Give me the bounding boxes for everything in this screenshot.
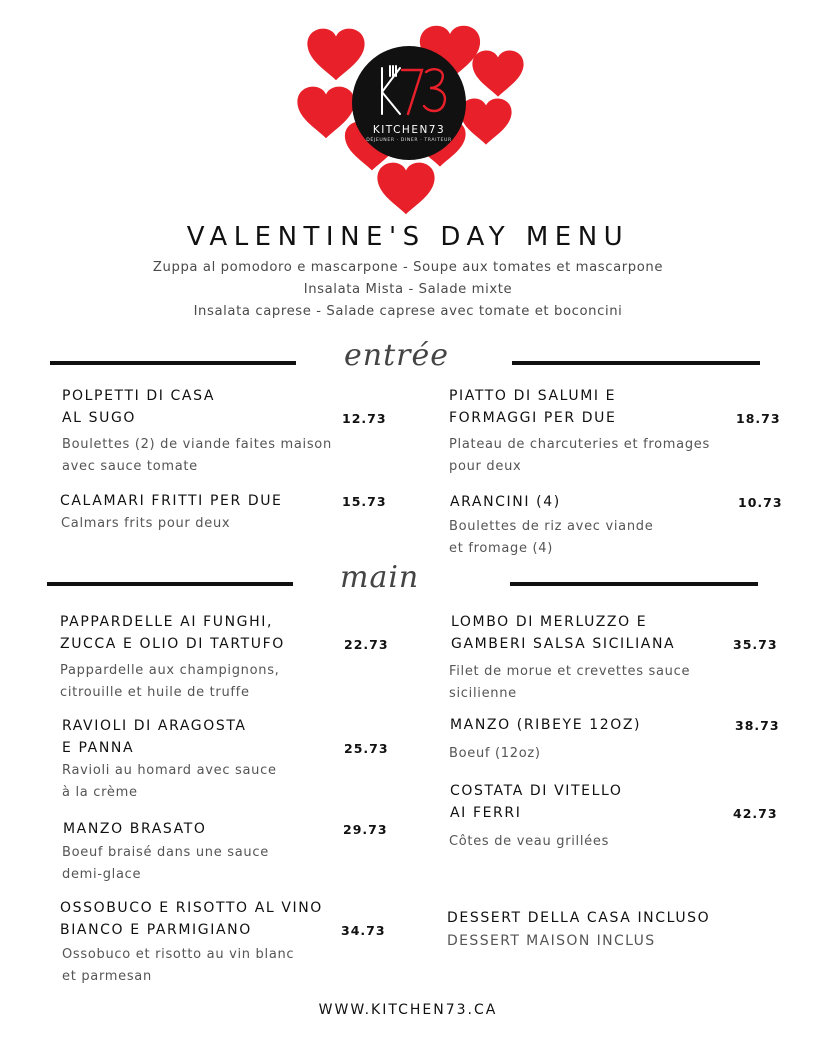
dish-name: POLPETTI DI CASA AL SUGO	[62, 388, 216, 426]
dish-description: Plateau de charcuteries et fromages pour deux	[449, 437, 710, 474]
section-heading-entree: entrée	[344, 338, 449, 373]
dish-description: Filet de morue et crevettes sauce sicilienne	[449, 664, 691, 701]
website-link[interactable]: WWW.KITCHEN73.CA	[318, 1002, 498, 1018]
divider-rule	[50, 361, 296, 365]
dish-name: CALAMARI FRITTI PER DUE	[60, 493, 283, 509]
logo-tagline: DÉJEUNER · DINER · TRAITEUR	[366, 138, 452, 143]
dish-name: ARANCINI (4)	[450, 494, 561, 510]
dish-price: 38.73	[735, 718, 780, 733]
dish-name: RAVIOLI DI ARAGOSTA E PANNA	[62, 718, 247, 756]
dish-description: Boulettes de riz avec viande et fromage (4)	[449, 519, 654, 556]
dish-name: OSSOBUCO E RISOTTO AL VINO BIANCO E PARMIGIANO	[60, 900, 323, 938]
dish-price: 12.73	[342, 411, 387, 426]
section-heading-main: main	[340, 560, 420, 595]
divider-rule	[512, 361, 760, 365]
dessert-title: DESSERT DELLA CASA INCLUSO	[447, 910, 711, 926]
starter-line: Zuppa al pomodoro e mascarpone - Soupe aux tomates et mascarpone	[152, 260, 664, 275]
dish-description: Boulettes (2) de viande faites maison avec sauce tomate	[62, 437, 332, 474]
menu-title: VALENTINE'S DAY MENU	[186, 222, 630, 252]
dish-price: 42.73	[733, 806, 778, 821]
dish-price: 15.73	[342, 494, 387, 509]
dish-price: 34.73	[341, 923, 386, 938]
dish-name: MANZO BRASATO	[63, 821, 207, 837]
dish-name: MANZO (RIBEYE 12OZ)	[450, 717, 642, 733]
dish-price: 18.73	[736, 411, 781, 426]
divider-rule	[510, 582, 758, 586]
dish-price: 10.73	[738, 495, 783, 510]
dish-description: Pappardelle aux champignons, citrouille et huile de truffe	[60, 663, 280, 700]
dish-price: 29.73	[343, 822, 388, 837]
starter-line: Insalata Mista - Salade mixte	[303, 282, 513, 297]
starter-line: Insalata caprese - Salade caprese avec tomate et boconcini	[193, 304, 623, 319]
dish-price: 35.73	[733, 637, 778, 652]
dish-name: PIATTO DI SALUMI E FORMAGGI PER DUE	[449, 388, 617, 426]
divider-rule	[47, 582, 293, 586]
dish-description: Calmars frits pour deux	[61, 516, 231, 531]
dish-description: Ravioli au homard avec sauce à la crème	[62, 763, 277, 800]
dish-description: Côtes de veau grillées	[449, 834, 610, 849]
dish-description: Ossobuco et risotto au vin blanc et parmesan	[62, 947, 295, 984]
dish-price: 25.73	[344, 741, 389, 756]
dish-description: Boeuf (12oz)	[449, 746, 541, 761]
logo-name: KITCHEN73	[372, 124, 446, 136]
dish-price: 22.73	[344, 637, 389, 652]
dish-name: COSTATA DI VITELLO AI FERRI	[450, 783, 623, 821]
logo-mark-icon	[368, 62, 452, 118]
dish-description: Boeuf braisé dans une sauce demi-glace	[62, 845, 269, 882]
dessert-subtitle: DESSERT MAISON INCLUS	[447, 933, 656, 949]
dish-name: PAPPARDELLE AI FUNGHI, ZUCCA E OLIO DI TARTUFO	[60, 614, 285, 652]
dish-name: LOMBO DI MERLUZZO E GAMBERI SALSA SICILIANA	[451, 614, 676, 652]
